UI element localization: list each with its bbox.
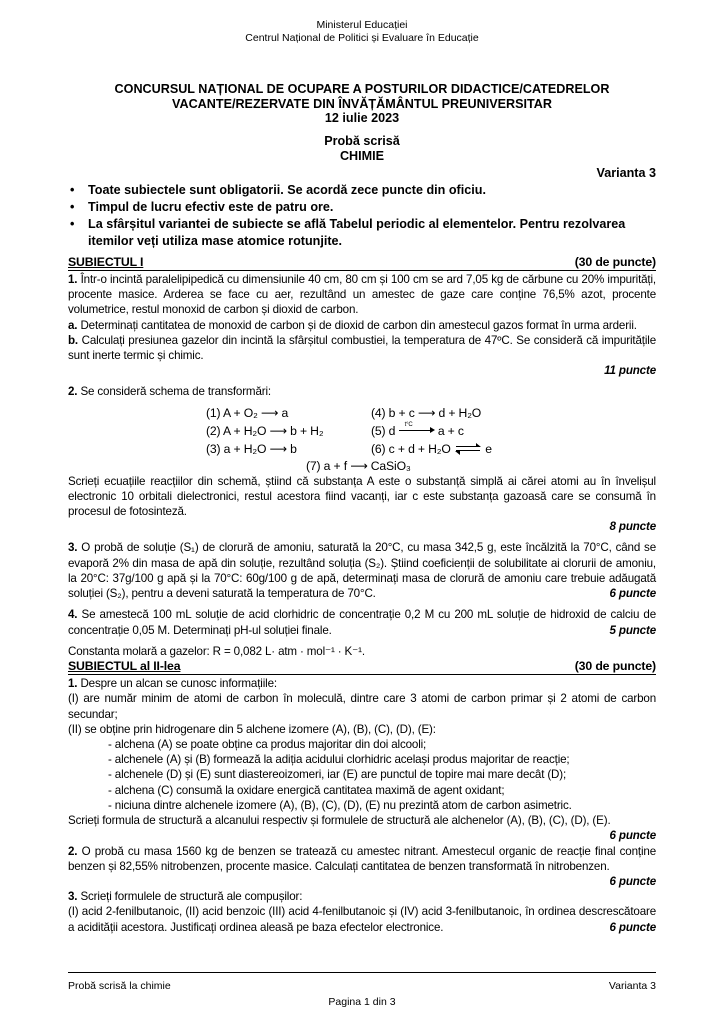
rule-item: • La sfârșitul variantei de subiecte se află Tabelul periodic al elementelor. Pentru rezolvarea itemilor veți utiliza mase atomice rotunjite. [68, 216, 656, 250]
question-number: 3. [68, 890, 78, 904]
list-item: - alchenele (A) și (B) formează la adiția acidului clorhidric același produs majoritar de reacție; [108, 753, 570, 767]
question-text: Se amestecă 100 mL soluție de acid clorhidric de concentrație 0,2 M cu 200 mL soluție de hidroxid de calciu de concentrație 0,05 M. Determinați pH-ul soluției finale. [68, 608, 656, 637]
question-number: 1. [68, 273, 78, 286]
question-number: 2. [68, 385, 78, 399]
reaction-5 [371, 424, 464, 438]
reaction-1: (1) A + O₂ ⟶ a [206, 405, 289, 420]
points-label: 6 puncte [609, 829, 656, 843]
points-label: 11 puncte [604, 364, 656, 378]
item-text: Calculați presiunea gazelor din incintă la sfârșitul combustiei, la temperatura de 47ºC. Se consideră că impuritățile sunt inerte termic și chimic. [68, 333, 656, 363]
question-number: 3. [68, 541, 78, 555]
rules-list [68, 182, 656, 250]
variant-label: Varianta 3 [596, 166, 656, 180]
section-1-points: (30 de puncte) [574, 255, 656, 269]
section-2-points: (30 de puncte) [574, 659, 656, 674]
heat-condition: t°C [404, 422, 413, 429]
s2-question-3-text: (I) acid 2-fenilbutanoic, (II) acid benzoic (III) acid 4-fenilbutanoic și (IV) acid 3-fenilbutanoic, în ordinea descrescătoare a acidității acestora. Justificați ordinea aleasă pe baza efectelor electronice. [68, 905, 656, 934]
s2-question-1-info-1: (I) are număr minim de atomi de carbon în moleculă, dintre care 3 atomi de carbon primar și 2 atomi de carbon secundar; [68, 692, 656, 721]
s1-question-2-intro [68, 384, 656, 399]
item-letter: a. [68, 318, 78, 332]
list-item: - alchena (A) se poate obține ca produs majoritar din doi alcooli; [108, 738, 427, 752]
section-1-header [68, 255, 656, 271]
s1-question-1b [68, 333, 656, 363]
question-number: 1. [68, 677, 78, 691]
points-label: 5 puncte [609, 623, 656, 637]
exam-subtitle [0, 134, 724, 164]
exam-type: Probă scrisă [324, 134, 400, 148]
section-2-title: SUBIECTUL al II-lea [68, 659, 181, 674]
question-number: 2. [68, 844, 78, 858]
s2-question-2 [68, 844, 656, 874]
reaction-6 [371, 442, 492, 456]
footer-right: Varianta 3 [608, 980, 656, 992]
s2-question-1-info-2: (II) se obține prin hidrogenare din 5 alchene izomere (A), (B), (C), (D), (E): [68, 722, 436, 736]
equilibrium-arrow [454, 444, 482, 454]
exam-body [68, 255, 656, 935]
ministry-name: Ministerul Educației [316, 19, 408, 31]
section-1-title: SUBIECTUL I [68, 255, 144, 269]
question-text: Scrieți ecuațiile reacțiilor din schemă, știind că substanța A este o substanță simplă ai cărei atomi au în învelișul electronic 10 orbitali dielectronici, restul acestora fiind vacanți, iar c este substanța gazoasă care se consumă în procesul de fotosinteză. [68, 474, 656, 519]
reaction-scheme [68, 406, 656, 474]
rule-item: • Timpul de lucru efectiv este de patru ore. [68, 199, 656, 216]
s2-question-3-intro [68, 889, 656, 904]
heat-arrow [399, 422, 435, 435]
s2-question-1-intro [68, 676, 656, 691]
reaction-5-left: (5) d [371, 423, 396, 438]
rule-item: • Toate subiectele sunt obligatorii. Se acordă zece puncte din oficiu. [68, 182, 656, 199]
points-label: 6 puncte [609, 920, 656, 934]
list-item: - niciuna dintre alchenele izomere (A), (B), (C), (D), (E) nu prezintă atom de carbon asimetric. [108, 798, 572, 812]
item-text: Determinați cantitatea de monoxid de carbon și de dioxid de carbon din amestecul gazos format în urma arderii. [80, 318, 637, 332]
question-text: Într-o incintă paralelipipedică cu dimensiunile 40 cm, 80 cm și 100 cm se ard 7,05 kg de cărbune cu 20% impurități, procente masice. Arderea se face cu aer, rezultând un amestec de gaze care conține 76,5% azot, procente volumetrice, restul monoxid de carbon și dioxid de carbon. [68, 273, 657, 317]
question-text: Despre un alcan se cunosc informațiile: [80, 677, 277, 691]
page-header [0, 19, 724, 45]
page-number: Pagina 1 din 3 [328, 996, 396, 1008]
reaction-3: (3) a + H₂O ⟶ b [206, 441, 297, 456]
points-label: 8 puncte [609, 520, 656, 534]
s1-question-2-text [68, 474, 656, 520]
title-line-1: CONCURSUL NAȚIONAL DE OCUPARE A POSTURILOR DIDACTICE/CATEDRELOR [114, 82, 610, 96]
question-number: 4. [68, 608, 78, 622]
item-letter: b. [68, 333, 79, 347]
reaction-2: (2) A + H₂O ⟶ b + H₂ [206, 423, 324, 438]
list-item: - alchena (C) consumă la oxidare energică cantitatea maximă de agent oxidant; [108, 783, 505, 797]
reaction-7: (7) a + f ⟶ CaSiO₃ [306, 458, 411, 473]
exam-subject: CHIMIE [339, 149, 385, 163]
s1-question-1 [68, 272, 656, 318]
footer-divider [68, 972, 656, 973]
reaction-6-left: (6) c + d + H₂O [371, 441, 451, 456]
exam-date: 12 iulie 2023 [324, 111, 400, 125]
question-text: O probă de soluție (S₁) de clorură de amoniu, saturată la 20°C, cu masa 342,5 g, este încălzită la 70°C, când se evaporă 2% din masa de apă din soluție, rezultând soluția (S₂). Știind coeficienții de solubilitate ai clorurii de amoniu, la 20°C: 37g/100 g apă și la 70°C: 60g/100 g de apă, determinați masa de clorură de amoniu care trebuie adăugată soluției (S₂), pentru a deveni saturată la temperatura de 70°C. [68, 541, 656, 601]
center-name: Centrul Național de Politici și Evaluare în Educație [245, 32, 479, 44]
reaction-6-right: e [485, 441, 492, 456]
s1-question-1a [68, 318, 656, 333]
points-label: 6 puncte [609, 874, 656, 888]
reaction-4: (4) b + c ⟶ d + H₂O [371, 405, 482, 420]
question-text: O probă cu masa 1560 kg de benzen se tratează cu amestec nitrant. Amestecul organic de reacție final conține benzen și 82,55% nitrobenzen, procente masice. Calculați cantitatea de benzen transformată în nitrobenzen. [68, 844, 656, 873]
list-item: - alchenele (D) și (E) sunt diastereoizomeri, iar (E) are punctul de topire mai mare decât (D); [108, 768, 567, 782]
points-label: 6 puncte [609, 587, 656, 601]
section-2-header [68, 659, 656, 675]
reaction-5-right: a + c [437, 423, 464, 438]
exam-title [70, 82, 654, 126]
gas-constant-note: Constanta molară a gazelor: R = 0,082 L· atm · mol⁻¹ · K⁻¹. [68, 645, 365, 659]
question-text: Scrieți formulele de structură ale compușilor: [80, 890, 303, 904]
title-line-2: VACANTE/REZERVATE DIN ÎNVĂȚĂMÂNTUL PREUNIVERSITAR [172, 96, 552, 111]
question-text: Se consideră schema de transformări: [80, 385, 271, 399]
s2-question-1-task: Scrieți formula de structură a alcanului respectiv și formulele de structură ale alchenelor (A), (B), (C), (D), (E). [68, 814, 611, 828]
footer-left: Probă scrisă la chimie [68, 980, 171, 992]
